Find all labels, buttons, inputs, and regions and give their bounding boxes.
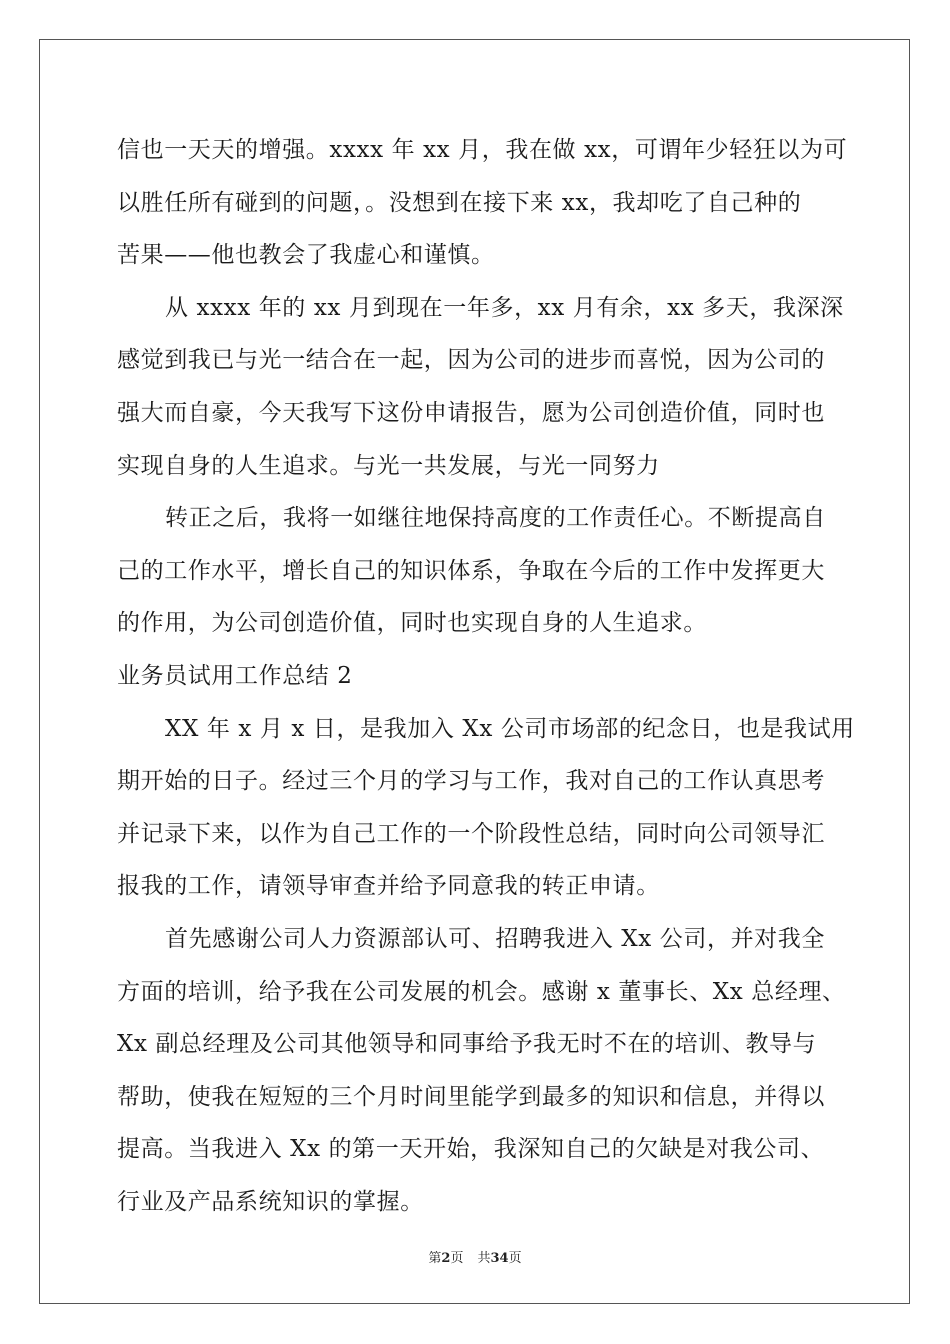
- page-suffix: 页: [450, 1251, 464, 1266]
- text-line: 苦果——他也教会了我虚心和谨慎。: [117, 242, 495, 269]
- text-line: 并记录下来，以作为自己工作的一个阶段性总结，同时向公司领导汇: [117, 820, 825, 847]
- text-line: 感觉到我已与光一结合在一起，因为公司的进步而喜悦，因为公司的: [117, 347, 825, 374]
- paragraph-continuation: [117, 124, 848, 282]
- text-line: Xx 副总经理及公司其他领导和同事给予我无时不在的培训、教导与: [117, 1031, 817, 1058]
- text-line: 强大而自豪，今天我写下这份申请报告，愿为公司创造价值，同时也: [117, 399, 825, 426]
- paragraph: [117, 913, 846, 1229]
- page-number: 2: [441, 1251, 451, 1266]
- paragraph: [117, 703, 855, 913]
- text-line: 从 xxxx 年的 xx 月到现在一年多，xx 月有余，xx 多天，我深深: [165, 294, 844, 321]
- paragraph: [117, 492, 837, 650]
- total-prefix: 共: [477, 1251, 491, 1266]
- text-line: 提高。当我进入 Xx 的第一天开始，我深知自己的欠缺是对我公司、: [117, 1136, 825, 1163]
- heading-text: 业务员试用工作总结 2: [117, 662, 353, 689]
- text-line: 己的工作水平，增长自己的知识体系，争取在今后的工作中发挥更大: [117, 557, 825, 584]
- paragraph: [117, 282, 844, 492]
- document-body: [117, 124, 855, 1228]
- text-line: 转正之后，我将一如继往地保持高度的工作责任心。不断提高自: [165, 505, 826, 532]
- text-line: 方面的培训，给予我在公司发展的机会。感谢 x 董事长、Xx 总经理、: [117, 978, 846, 1005]
- text-line: 报我的工作，请领导审查并给予同意我的转正申请。: [117, 873, 660, 900]
- text-line: 首先感谢公司人力资源部认可、招聘我进入 Xx 公司，并对我全: [165, 925, 825, 952]
- text-line: 期开始的日子。经过三个月的学习与工作，我对自己的工作认真思考: [117, 768, 825, 795]
- text-line: 帮助，使我在短短的三个月时间里能学到最多的知识和信息，并得以: [117, 1083, 825, 1110]
- section-heading: [117, 650, 837, 703]
- text-line: 以胜任所有碰到的问题，。没想到在接下来 xx，我却吃了自己种的: [117, 189, 802, 216]
- text-line: 的作用，为公司创造价值，同时也实现自身的人生追求。: [117, 610, 707, 637]
- text-line: 行业及产品系统知识的掌握。: [117, 1188, 424, 1215]
- page-footer: [0, 1247, 950, 1266]
- total-pages: 34: [490, 1251, 509, 1266]
- text-line: 信也一天天的增强。xxxx 年 xx 月，我在做 xx，可谓年少轻狂以为可: [117, 137, 848, 163]
- total-suffix: 页: [508, 1251, 522, 1266]
- page-prefix: 第: [428, 1251, 442, 1266]
- text-line: XX 年 x 月 x 日，是我加入 Xx 公司市场部的纪念日，也是我试用: [165, 715, 855, 742]
- text-line: 实现自身的人生追求。与光一共发展，与光一同努力: [117, 452, 660, 479]
